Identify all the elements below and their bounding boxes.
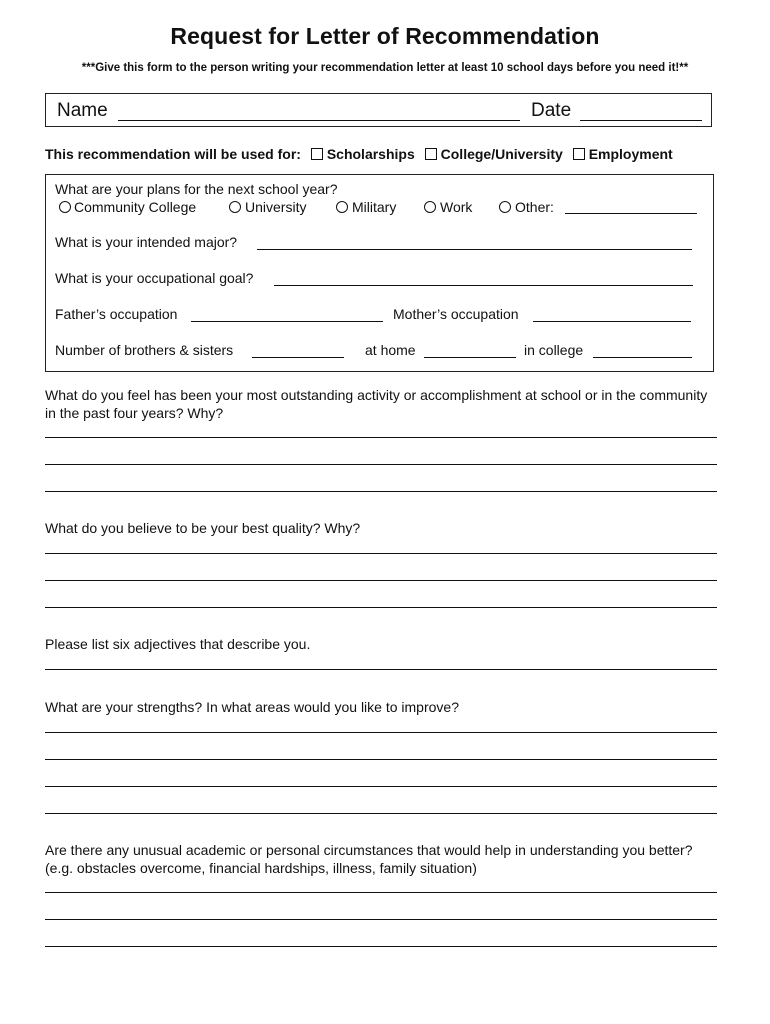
question-strengths: What are your strengths? In what areas would you like to improve?: [45, 699, 459, 715]
university-radio[interactable]: [229, 201, 241, 213]
page-title: Request for Letter of Recommendation: [170, 23, 600, 49]
community-college-label: Community College: [74, 199, 197, 215]
name-field[interactable]: [118, 100, 520, 121]
question-best-quality: What do you believe to be your best quality? Why?: [45, 520, 361, 536]
answer-line[interactable]: [45, 580, 717, 581]
father-occupation-field[interactable]: [191, 321, 383, 322]
answer-line[interactable]: [45, 669, 717, 670]
other-radio[interactable]: [499, 201, 511, 213]
at-home-field[interactable]: [424, 357, 516, 358]
answer-line[interactable]: [45, 732, 717, 733]
question-accomplishment: What do you feel has been your most outstanding activity or accomplishment at school or in the community in the past four years? Why?: [45, 387, 708, 421]
military-label: Military: [352, 199, 397, 215]
used-for-row: [45, 146, 673, 162]
name-label: Name: [57, 100, 108, 121]
goal-label: What is your occupational goal?: [55, 270, 254, 286]
college-university-checkbox[interactable]: [425, 148, 437, 160]
in-college-label: in college: [524, 342, 584, 358]
question-adjectives: Please list six adjectives that describe you.: [45, 636, 311, 652]
used-for-prompt: This recommendation will be used for:: [45, 146, 301, 162]
answer-line[interactable]: [45, 759, 717, 760]
date-label: Date: [531, 100, 572, 121]
answer-line[interactable]: [45, 946, 717, 947]
answer-line[interactable]: [45, 786, 717, 787]
major-label: What is your intended major?: [55, 234, 238, 250]
goal-field[interactable]: [274, 285, 693, 286]
military-radio[interactable]: [336, 201, 348, 213]
scholarships-checkbox[interactable]: [311, 148, 323, 160]
answer-line[interactable]: [45, 491, 717, 492]
work-label: Work: [440, 199, 473, 215]
question-circumstances: Are there any unusual academic or personal circumstances that would help in understanding you better? (e.g. obstacles overcome, financial hardships, illness, family situation): [45, 842, 693, 876]
answer-line[interactable]: [45, 437, 717, 438]
answer-line[interactable]: [45, 919, 717, 920]
date-field[interactable]: [580, 100, 702, 121]
in-college-field[interactable]: [593, 357, 692, 358]
college-university-label: College/University: [440, 146, 563, 162]
employment-label: Employment: [588, 146, 673, 162]
answer-line[interactable]: [45, 892, 717, 893]
siblings-label: Number of brothers & sisters: [55, 342, 234, 358]
other-field[interactable]: [565, 213, 697, 214]
answer-line[interactable]: [45, 813, 717, 814]
father-label: Father’s occupation: [55, 306, 178, 322]
answer-line[interactable]: [45, 553, 717, 554]
mother-occupation-field[interactable]: [533, 321, 691, 322]
employment-checkbox[interactable]: [573, 148, 585, 160]
major-field[interactable]: [257, 249, 692, 250]
scholarships-label: Scholarships: [326, 146, 415, 162]
siblings-field[interactable]: [252, 357, 344, 358]
answer-line[interactable]: [45, 464, 717, 465]
mother-label: Mother’s occupation: [393, 306, 519, 322]
at-home-label: at home: [365, 342, 416, 358]
plans-question: What are your plans for the next school year?: [55, 181, 338, 197]
university-label: University: [245, 199, 307, 215]
instruction-note: ***Give this form to the person writing your recommendation letter at least 10 school days before you need it!**: [81, 62, 689, 74]
answer-line[interactable]: [45, 607, 717, 608]
community-college-radio[interactable]: [59, 201, 71, 213]
work-radio[interactable]: [424, 201, 436, 213]
other-label: Other:: [515, 199, 554, 215]
